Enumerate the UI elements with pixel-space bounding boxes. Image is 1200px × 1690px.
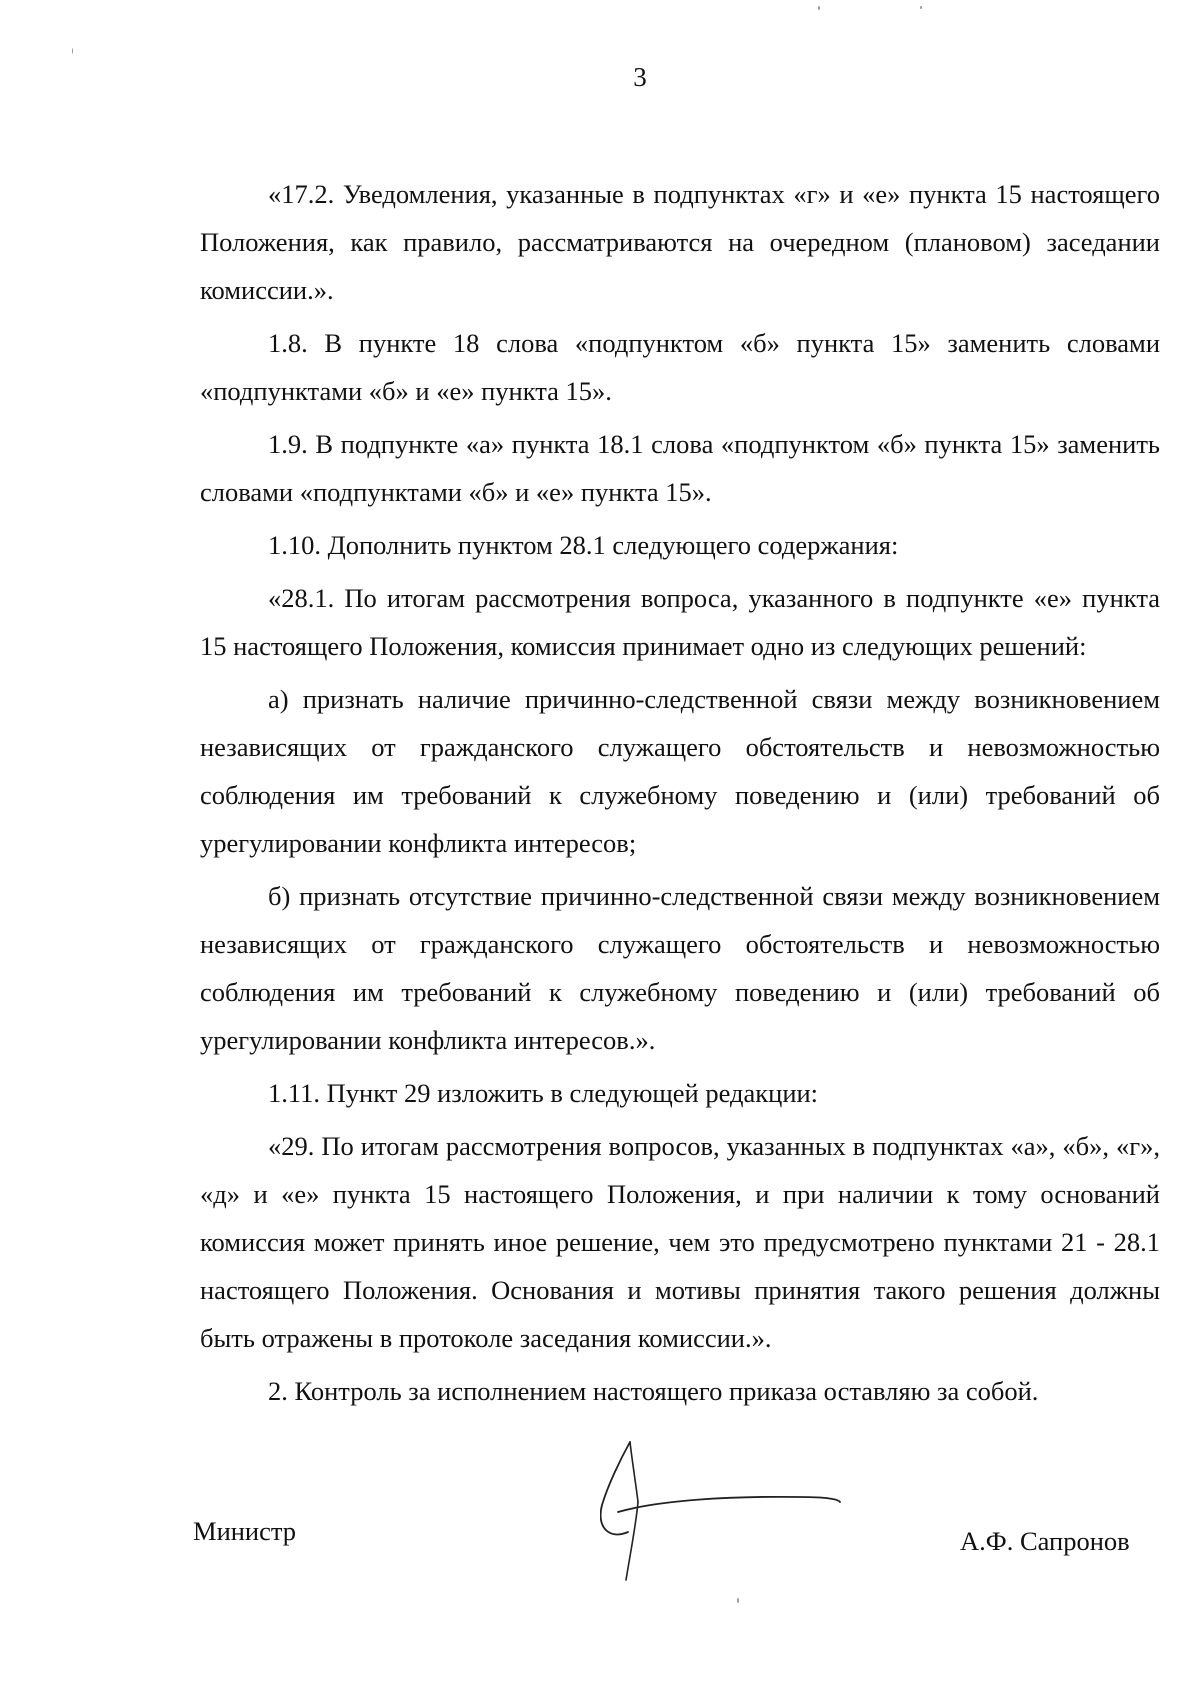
paragraph-1-11: 1.11. Пункт 29 изложить в следующей редакции: <box>268 1078 819 1108</box>
page-number: 3 <box>633 62 647 92</box>
scan-speck <box>920 6 922 9</box>
signer-position: Министр <box>193 1516 297 1546</box>
paragraph-2-control: 2. Контроль за исполнением настоящего приказа оставляю за собой. <box>268 1376 1039 1406</box>
paragraph-1-8: 1.8. В пункте 18 слова «подпунктом «б» пункта 15» заменить словами «подпунктами «б» и «е» пункта 15». <box>200 328 1160 406</box>
paragraph-28-1-b: б) признать отсутствие причинно-следственной связи между возникновением независящих от гражданского служащего обстоятельств и невозможностью соблюдения им требований к служебному поведению и (или) требований об урегулировании конфликта интересов.». <box>200 881 1160 1055</box>
document-body <box>200 170 1160 1415</box>
signature-block <box>0 1440 1200 1610</box>
paragraph-28-1-a: а) признать наличие причинно-следственной связи между возникновением независящих от гражданского служащего обстоятельств и невозможностью соблюдения им требований к служебному поведению и (или) требований об урегулировании конфликта интересов; <box>200 684 1160 858</box>
handwritten-signature <box>600 1440 880 1600</box>
signer-name: А.Ф. Сапронов <box>960 1526 1130 1556</box>
scan-speck <box>818 6 820 10</box>
scan-speck <box>72 48 73 54</box>
paragraph-28-1: «28.1. По итогам рассмотрения вопроса, указанного в подпункте «е» пункта 15 настоящего Положения, комиссия принимает одно из следующих решений: <box>200 583 1160 661</box>
paragraph-1-10: 1.10. Дополнить пунктом 28.1 следующего содержания: <box>268 530 899 560</box>
paragraph-17-2: «17.2. Уведомления, указанные в подпунктах «г» и «е» пункта 15 настоящего Положения, как правило, рассматриваются на очередном (плановом) заседании комиссии.». <box>200 179 1160 305</box>
paragraph-1-9: 1.9. В подпункте «а» пункта 18.1 слова «подпунктом «б» пункта 15» заменить словами «подпунктами «б» и «е» пункта 15». <box>200 429 1160 507</box>
scan-speck <box>737 1598 739 1603</box>
paragraph-29: «29. По итогам рассмотрения вопросов, указанных в подпунктах «а», «б», «г», «д» и «е» пункта 15 настоящего Положения, и при наличии к тому оснований комиссия может принять иное решение, чем это предусмотрено пунктами 21 - 28.1 настоящего Положения. Основания и мотивы принятия такого решения должны быть отражены в протоколе заседания комиссии.». <box>200 1131 1160 1353</box>
